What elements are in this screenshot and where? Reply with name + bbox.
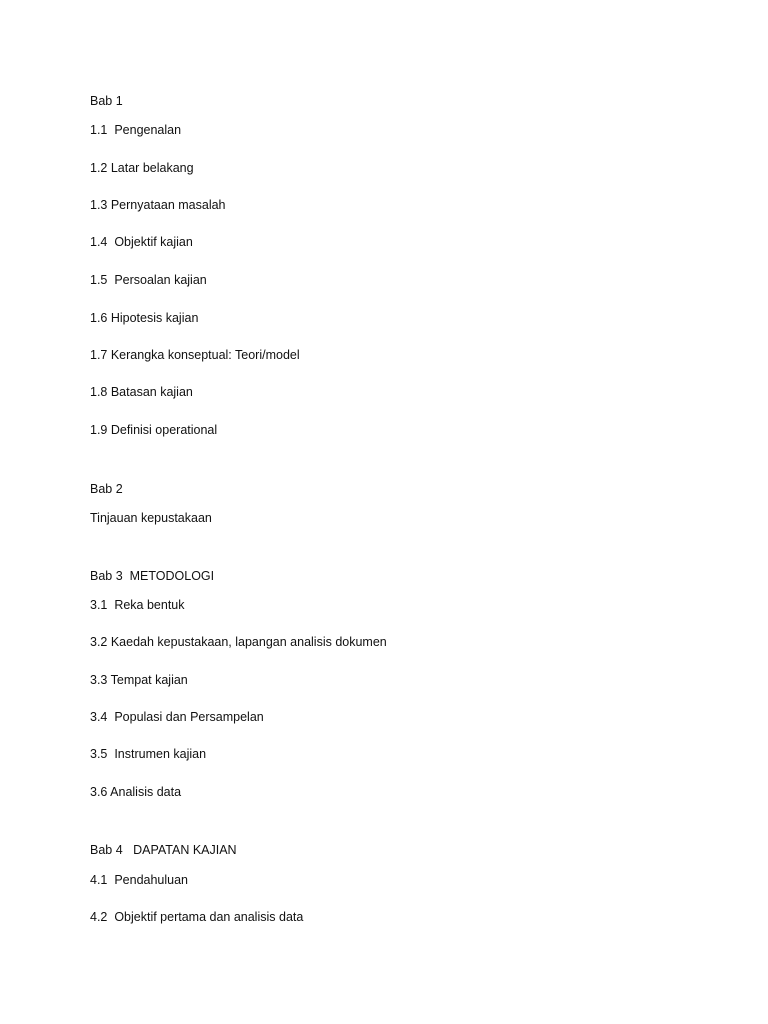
list-item-1-9: 1.9 Definisi operational <box>90 423 218 437</box>
list-item-1-6: 1.6 Hipotesis kajian <box>90 311 199 325</box>
list-item-3-2: 3.2 Kaedah kepustakaan, lapangan analisis dokumen <box>90 635 387 649</box>
list-item-1-1: 1.1 Pengenalan <box>90 123 182 137</box>
list-item-3-1: 3.1 Reka bentuk <box>90 598 185 612</box>
bab3-heading: Bab 3 METODOLOGI <box>90 569 215 583</box>
bab2-heading: Bab 2 <box>90 482 123 496</box>
bab4-heading: Bab 4 DAPATAN KAJIAN <box>90 843 237 857</box>
list-item-1-3: 1.3 Pernyataan masalah <box>90 198 226 212</box>
list-item-3-4: 3.4 Populasi dan Persampelan <box>90 710 264 724</box>
list-item-1-4: 1.4 Objektif kajian <box>90 235 193 249</box>
list-item-3-6: 3.6 Analisis data <box>90 785 182 799</box>
list-item-3-5: 3.5 Instrumen kajian <box>90 747 207 761</box>
bab1-heading: Bab 1 <box>90 94 123 108</box>
list-item-4-1: 4.1 Pendahuluan <box>90 873 189 887</box>
list-item-1-5: 1.5 Persoalan kajian <box>90 273 207 287</box>
list-item-1-8: 1.8 Batasan kajian <box>90 385 193 399</box>
list-item-4-2: 4.2 Objektif pertama dan analisis data <box>90 910 304 924</box>
list-item-3-3: 3.3 Tempat kajian <box>90 673 188 687</box>
list-item-1-7: 1.7 Kerangka konseptual: Teori/model <box>90 348 300 362</box>
list-item-2-1: Tinjauan kepustakaan <box>90 511 212 525</box>
list-item-1-2: 1.2 Latar belakang <box>90 161 194 175</box>
